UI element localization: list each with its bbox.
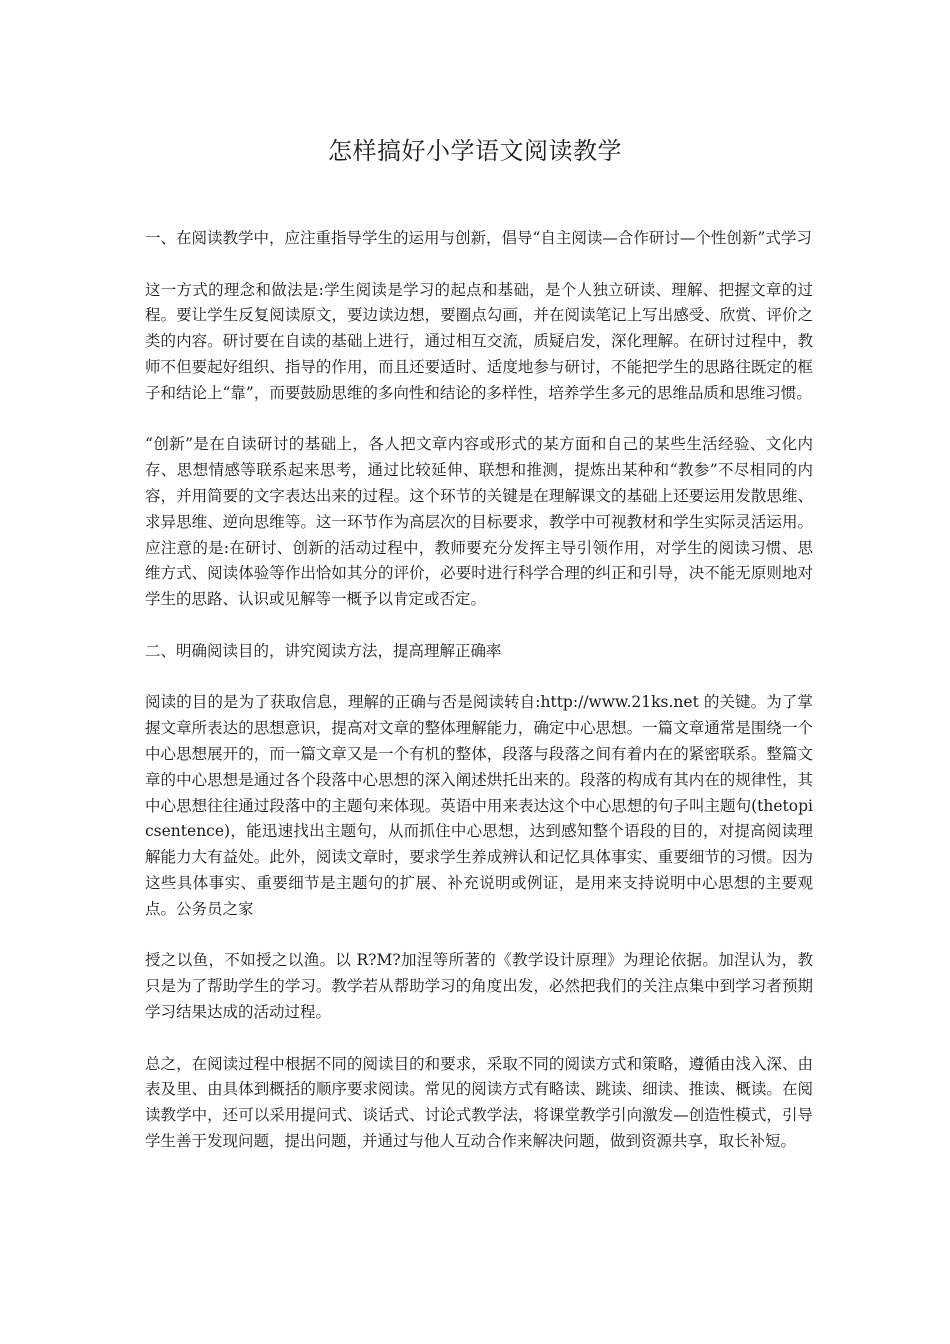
section-heading-1: 一、在阅读教学中，应注重指导学生的运用与创新，倡导“自主阅读—合作研讨—个性创新”式学习 [145, 229, 812, 247]
document-body [145, 226, 813, 1180]
paragraph-reading-method: 这一方式的理念和做法是:学生阅读是学习的起点和基础，是个人独立研读、理解、把握文章的过程。要让学生反复阅读原文，要边读边想，要圈点勾画，并在阅读笔记上写出感受、欣赏、评价之类的内容。研讨要在自读的基础上进行，通过相互交流，质疑启发，深化理解。在研讨过程中，教师不但要起好组织、指导的作用，而且还要适时、适度地参与研讨，不能把学生的思路往既定的框子和结论上“靠”，而要鼓励思维的多向性和结论的多样性，培养学生多元的思维品质和思维习惯。 [145, 280, 813, 402]
paragraph-reading-purpose: 阅读的目的是为了获取信息，理解的正确与否是阅读转自:http://www.21ks.net 的关键。为了掌握文章所表达的思想意识，提高对文章的整体理解能力，确定中心思想。一篇文章通常是围绕一个中心思想展开的，而一篇文章又是一个有机的整体，段落与段落之间有着内在的紧密联系。整篇文章的中心思想是通过各个段落中心思想的深入阐述烘托出来的。段落的构成有其内在的规律性，其中心思想往往通过段落中的主题句来体现。英语中用来表达这个中心思想的句子叫主题句(thetopicsentence)，能迅速找出主题句，从而抓住中心思想，达到感知整个语段的目的，对提高阅读理解能力大有益处。此外，阅读文章时，要求学生养成辨认和记忆具体事实、重要细节的习惯。因为这些具体事实、重要细节是主题句的扩展、补充说明或例证，是用来支持说明中心思想的主要观点。公务员之家 [145, 693, 813, 918]
paragraph-innovation: “创新”是在自读研讨的基础上，各人把文章内容或形式的某方面和自己的某些生活经验、文化内存、思想情感等联系起来思考，通过比较延伸、联想和推测，提炼出某种和“教参”不尽相同的内容，并用简要的文字表达出来的过程。这个环节的关键是在理解课文的基础上还要运用发散思维、求异思维、逆向思维等。这一环节作为高层次的目标要求，教学中可视教材和学生实际灵活运用。应注意的是:在研讨、创新的活动过程中，教师要充分发挥主导引领作用，对学生的阅读习惯、思维方式、阅读体验等作出恰如其分的评价，必要时进行科学合理的纠正和引导，决不能无原则地对学生的思路、认识或见解等一概予以肯定或否定。 [145, 435, 813, 609]
document-title: 怎样搞好小学语文阅读教学 [328, 137, 622, 165]
section-heading-2: 二、明确阅读目的，讲究阅读方法，提高理解正确率 [145, 641, 502, 660]
paragraph-teaching-theory: 授之以鱼，不如授之以渔。以 R?M?加涅等所著的《教学设计原理》为理论依据。加涅认为，教只是为了帮助学生的学习。教学若从帮助学习的角度出发，必然把我们的关注点集中到学习者预期学习结果达成的活动过程。 [145, 951, 813, 1021]
paragraph-conclusion: 总之，在阅读过程中根据不同的阅读目的和要求，采取不同的阅读方式和策略，遵循由浅入深、由表及里、由具体到概括的顺序要求阅读。常见的阅读方式有略读、跳读、细读、推读、概读。在阅读教学中，还可以采用提问式、谈话式、讨论式教学法，将课堂教学引向激发—创造性模式，引导学生善于发现问题，提出问题，并通过与他人互动合作来解决问题，做到资源共享，取长补短。 [145, 1054, 813, 1150]
